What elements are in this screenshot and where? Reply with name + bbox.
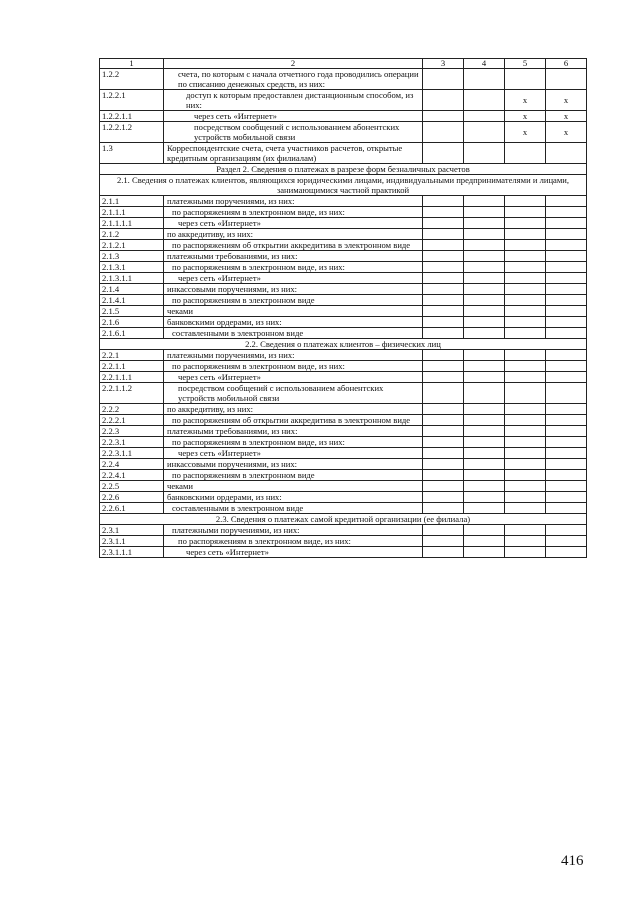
value-cell-c5 [505, 361, 546, 372]
table-row [100, 240, 587, 251]
row-code: 2.1.2 [100, 229, 164, 240]
value-cell-c4 [464, 503, 505, 514]
row-description: через сеть «Интернет» [164, 547, 423, 558]
value-cell-c3 [423, 404, 464, 415]
value-cell-c6 [546, 372, 587, 383]
value-cell-c4 [464, 69, 505, 90]
value-cell-c6 [546, 143, 587, 164]
value-cell-c3 [423, 122, 464, 143]
row-description: по распоряжениям в электронном виде, из них: [164, 262, 423, 273]
value-cell-c5 [505, 383, 546, 404]
table-row [100, 350, 587, 361]
table-row [100, 207, 587, 218]
row-description: по аккредитиву, из них: [164, 229, 423, 240]
value-cell-c5 [505, 240, 546, 251]
value-cell-c6 [546, 218, 587, 229]
row-code: 2.2.1 [100, 350, 164, 361]
row-description: по распоряжениям в электронном виде, из них: [164, 207, 423, 218]
row-code: 2.2.3.1.1 [100, 448, 164, 459]
table-row [100, 251, 587, 262]
row-code: 2.2.2 [100, 404, 164, 415]
row-description: через сеть «Интернет» [164, 372, 423, 383]
value-cell-c3 [423, 251, 464, 262]
value-cell-c5 [505, 196, 546, 207]
row-description: через сеть «Интернет» [164, 273, 423, 284]
value-cell-c6 [546, 284, 587, 295]
value-cell-c4 [464, 306, 505, 317]
value-cell-c3 [423, 481, 464, 492]
table-row [100, 503, 587, 514]
value-cell-c6 [546, 426, 587, 437]
value-cell-c5 [505, 218, 546, 229]
value-cell-c3 [423, 262, 464, 273]
value-cell-c4 [464, 383, 505, 404]
value-cell-c4 [464, 143, 505, 164]
value-cell-c5 [505, 481, 546, 492]
row-code: 2.1.3.1.1 [100, 273, 164, 284]
row-code: 2.2.6 [100, 492, 164, 503]
row-code: 2.3.1.1.1 [100, 547, 164, 558]
value-cell-c3 [423, 547, 464, 558]
value-cell-c5 [505, 437, 546, 448]
section-heading: Раздел 2. Сведения о платежах в разрезе форм безналичных расчетов [100, 164, 587, 175]
value-cell-c5 [505, 426, 546, 437]
page-number: 416 [561, 853, 584, 869]
value-cell-c6 [546, 503, 587, 514]
row-code: 2.2.1.1.2 [100, 383, 164, 404]
row-description: платежными поручениями, из них: [164, 350, 423, 361]
value-cell-c4 [464, 196, 505, 207]
value-cell-c4 [464, 90, 505, 111]
table-row [100, 437, 587, 448]
value-cell-c6 [546, 361, 587, 372]
value-cell-c3 [423, 90, 464, 111]
row-code: 2.1.5 [100, 306, 164, 317]
value-cell-c4 [464, 262, 505, 273]
value-cell-c6 [546, 383, 587, 404]
value-cell-c3 [423, 492, 464, 503]
value-cell-c4 [464, 328, 505, 339]
row-code: 2.2.2.1 [100, 415, 164, 426]
table-row [100, 448, 587, 459]
value-cell-c4 [464, 317, 505, 328]
row-code: 2.1.4.1 [100, 295, 164, 306]
table-row [100, 372, 587, 383]
value-cell-c4 [464, 470, 505, 481]
value-cell-c6 [546, 470, 587, 481]
table-row [100, 218, 587, 229]
section-heading-row [100, 514, 587, 525]
row-code: 1.2.2.1.1 [100, 111, 164, 122]
value-cell-c4 [464, 536, 505, 547]
column-number-header-row [100, 59, 587, 69]
table-row [100, 481, 587, 492]
row-description: Корреспондентские счета, счета участников расчетов, открытые кредитным организациям (их филиалам) [164, 143, 423, 164]
value-cell-c4 [464, 492, 505, 503]
table-row [100, 306, 587, 317]
value-cell-c3 [423, 295, 464, 306]
table-row [100, 415, 587, 426]
value-cell-c6 [546, 459, 587, 470]
value-cell-c6 [546, 306, 587, 317]
table-row [100, 547, 587, 558]
value-cell-c3 [423, 383, 464, 404]
row-description: платежными поручениями, из них: [164, 196, 423, 207]
row-description: по аккредитиву, из них: [164, 404, 423, 415]
table-row [100, 383, 587, 404]
section-heading: 2.3. Сведения о платежах самой кредитной организации (ее филиала) [100, 514, 587, 525]
value-cell-c4 [464, 350, 505, 361]
value-cell-c3 [423, 361, 464, 372]
row-code: 2.2.1.1.1 [100, 372, 164, 383]
value-cell-c4 [464, 448, 505, 459]
value-cell-c6 [546, 437, 587, 448]
row-description: по распоряжениям в электронном виде [164, 295, 423, 306]
value-cell-c6 [546, 273, 587, 284]
table-row [100, 328, 587, 339]
value-cell-c4 [464, 122, 505, 143]
value-cell-c3 [423, 372, 464, 383]
section-heading: 2.2. Сведения о платежах клиентов – физических лиц [100, 339, 587, 350]
value-cell-c5 [505, 372, 546, 383]
value-cell-c4 [464, 415, 505, 426]
value-cell-c6 [546, 328, 587, 339]
table-row [100, 262, 587, 273]
row-description: по распоряжениям об открытии аккредитива в электронном виде [164, 415, 423, 426]
row-code: 1.2.2 [100, 69, 164, 90]
value-cell-c4 [464, 284, 505, 295]
row-description: через сеть «Интернет» [164, 448, 423, 459]
value-cell-c3 [423, 306, 464, 317]
column-header: 4 [464, 59, 505, 69]
row-code: 2.1.3 [100, 251, 164, 262]
row-code: 2.2.4.1 [100, 470, 164, 481]
value-cell-c4 [464, 459, 505, 470]
value-cell-c5 [505, 503, 546, 514]
value-cell-c3 [423, 284, 464, 295]
row-code: 2.2.3 [100, 426, 164, 437]
row-code: 1.2.2.1 [100, 90, 164, 111]
value-cell-c5 [505, 448, 546, 459]
row-code: 2.3.1 [100, 525, 164, 536]
value-cell-c5: x [505, 122, 546, 143]
value-cell-c3 [423, 503, 464, 514]
value-cell-c3 [423, 328, 464, 339]
row-description: чеками [164, 481, 423, 492]
value-cell-c4 [464, 273, 505, 284]
value-cell-c5 [505, 229, 546, 240]
value-cell-c6 [546, 536, 587, 547]
value-cell-c4 [464, 229, 505, 240]
value-cell-c4 [464, 547, 505, 558]
value-cell-c5 [505, 284, 546, 295]
row-description: посредством сообщений с использованием абонентских устройств мобильной связи [164, 383, 423, 404]
value-cell-c6: x [546, 90, 587, 111]
row-code: 2.1.3.1 [100, 262, 164, 273]
section-heading-row [100, 339, 587, 350]
row-description: составленными в электронном виде [164, 503, 423, 514]
value-cell-c5 [505, 536, 546, 547]
value-cell-c3 [423, 525, 464, 536]
section-heading: 2.1. Сведения о платежах клиентов, являющихся юридическими лицами, индивидуальными предпринимателями и лицами, занимающимися частной практикой [100, 175, 587, 196]
value-cell-c5 [505, 295, 546, 306]
row-code: 2.1.6.1 [100, 328, 164, 339]
table-row [100, 361, 587, 372]
row-code: 2.2.4 [100, 459, 164, 470]
table-row [100, 470, 587, 481]
row-code: 2.2.3.1 [100, 437, 164, 448]
value-cell-c5 [505, 470, 546, 481]
value-cell-c3 [423, 207, 464, 218]
value-cell-c3 [423, 350, 464, 361]
row-code: 2.1.2.1 [100, 240, 164, 251]
value-cell-c4 [464, 437, 505, 448]
value-cell-c3 [423, 229, 464, 240]
value-cell-c4 [464, 361, 505, 372]
value-cell-c3 [423, 196, 464, 207]
value-cell-c4 [464, 481, 505, 492]
row-description: платежными требованиями, из них: [164, 426, 423, 437]
row-description: по распоряжениям в электронном виде, из них: [164, 437, 423, 448]
row-code: 2.2.6.1 [100, 503, 164, 514]
table-row [100, 284, 587, 295]
value-cell-c3 [423, 69, 464, 90]
value-cell-c5 [505, 251, 546, 262]
value-cell-c3 [423, 536, 464, 547]
row-description: чеками [164, 306, 423, 317]
value-cell-c5 [505, 317, 546, 328]
row-description: через сеть «Интернет» [164, 111, 423, 122]
value-cell-c3 [423, 415, 464, 426]
table-row [100, 295, 587, 306]
value-cell-c3 [423, 459, 464, 470]
table-row [100, 404, 587, 415]
row-code: 2.1.4 [100, 284, 164, 295]
column-header: 3 [423, 59, 464, 69]
row-code: 2.2.5 [100, 481, 164, 492]
value-cell-c6 [546, 525, 587, 536]
value-cell-c3 [423, 448, 464, 459]
value-cell-c3 [423, 143, 464, 164]
row-code: 2.1.1 [100, 196, 164, 207]
value-cell-c4 [464, 372, 505, 383]
row-description: по распоряжениям в электронном виде [164, 470, 423, 481]
table-row [100, 122, 587, 143]
table-row [100, 426, 587, 437]
value-cell-c5 [505, 207, 546, 218]
value-cell-c5: x [505, 90, 546, 111]
value-cell-c5 [505, 404, 546, 415]
value-cell-c6 [546, 448, 587, 459]
value-cell-c5 [505, 262, 546, 273]
value-cell-c5 [505, 328, 546, 339]
value-cell-c5 [505, 350, 546, 361]
value-cell-c6 [546, 207, 587, 218]
value-cell-c4 [464, 240, 505, 251]
value-cell-c6 [546, 481, 587, 492]
table-row [100, 273, 587, 284]
value-cell-c4 [464, 251, 505, 262]
table-row [100, 111, 587, 122]
row-description: по распоряжениям в электронном виде, из них: [164, 536, 423, 547]
value-cell-c6 [546, 69, 587, 90]
value-cell-c4 [464, 295, 505, 306]
table-row [100, 90, 587, 111]
value-cell-c3 [423, 218, 464, 229]
value-cell-c3 [423, 437, 464, 448]
table-row [100, 492, 587, 503]
value-cell-c3 [423, 240, 464, 251]
value-cell-c6 [546, 240, 587, 251]
row-code: 2.1.6 [100, 317, 164, 328]
value-cell-c4 [464, 207, 505, 218]
value-cell-c4 [464, 426, 505, 437]
report-table [99, 58, 587, 558]
table-row [100, 317, 587, 328]
value-cell-c6: x [546, 111, 587, 122]
value-cell-c3 [423, 426, 464, 437]
row-code: 1.2.2.1.2 [100, 122, 164, 143]
table-row [100, 536, 587, 547]
value-cell-c6 [546, 317, 587, 328]
value-cell-c5 [505, 459, 546, 470]
row-code: 2.3.1.1 [100, 536, 164, 547]
row-code: 2.1.1.1.1 [100, 218, 164, 229]
value-cell-c5 [505, 415, 546, 426]
row-code: 1.3 [100, 143, 164, 164]
value-cell-c5 [505, 547, 546, 558]
value-cell-c5 [505, 492, 546, 503]
value-cell-c6: x [546, 122, 587, 143]
row-description: банковскими ордерами, из них: [164, 492, 423, 503]
section-heading-row [100, 175, 587, 196]
table-row [100, 525, 587, 536]
value-cell-c6 [546, 350, 587, 361]
column-header: 6 [546, 59, 587, 69]
table-row [100, 196, 587, 207]
value-cell-c6 [546, 229, 587, 240]
row-description: платежными требованиями, из них: [164, 251, 423, 262]
row-description: доступ к которым предоставлен дистанционным способом, из них: [164, 90, 423, 111]
value-cell-c5 [505, 306, 546, 317]
value-cell-c4 [464, 404, 505, 415]
row-description: составленными в электронном виде [164, 328, 423, 339]
value-cell-c5 [505, 273, 546, 284]
value-cell-c6 [546, 251, 587, 262]
table-row [100, 229, 587, 240]
value-cell-c6 [546, 262, 587, 273]
row-code: 2.2.1.1 [100, 361, 164, 372]
row-description: инкассовыми поручениями, из них: [164, 284, 423, 295]
value-cell-c3 [423, 273, 464, 284]
value-cell-c4 [464, 525, 505, 536]
row-description: посредством сообщений с использованием абонентских устройств мобильной связи [164, 122, 423, 143]
column-header: 1 [100, 59, 164, 69]
value-cell-c6 [546, 492, 587, 503]
row-description: банковскими ордерами, из них: [164, 317, 423, 328]
value-cell-c5: x [505, 111, 546, 122]
value-cell-c6 [546, 295, 587, 306]
value-cell-c5 [505, 69, 546, 90]
value-cell-c3 [423, 317, 464, 328]
table-row [100, 459, 587, 470]
row-description: инкассовыми поручениями, из них: [164, 459, 423, 470]
value-cell-c6 [546, 415, 587, 426]
value-cell-c4 [464, 111, 505, 122]
row-description: по распоряжениям в электронном виде, из них: [164, 361, 423, 372]
value-cell-c6 [546, 404, 587, 415]
row-description: платежными поручениями, из них: [164, 525, 423, 536]
column-header: 5 [505, 59, 546, 69]
table-row [100, 69, 587, 90]
row-description: счета, по которым с начала отчетного года проводились операции по списанию денежных средств, из них: [164, 69, 423, 90]
value-cell-c5 [505, 525, 546, 536]
table-row [100, 143, 587, 164]
section-heading-row [100, 164, 587, 175]
value-cell-c6 [546, 196, 587, 207]
row-description: по распоряжениям об открытии аккредитива в электронном виде [164, 240, 423, 251]
value-cell-c6 [546, 547, 587, 558]
value-cell-c3 [423, 470, 464, 481]
column-header: 2 [164, 59, 423, 69]
value-cell-c4 [464, 218, 505, 229]
value-cell-c5 [505, 143, 546, 164]
row-code: 2.1.1.1 [100, 207, 164, 218]
row-description: через сеть «Интернет» [164, 218, 423, 229]
value-cell-c3 [423, 111, 464, 122]
